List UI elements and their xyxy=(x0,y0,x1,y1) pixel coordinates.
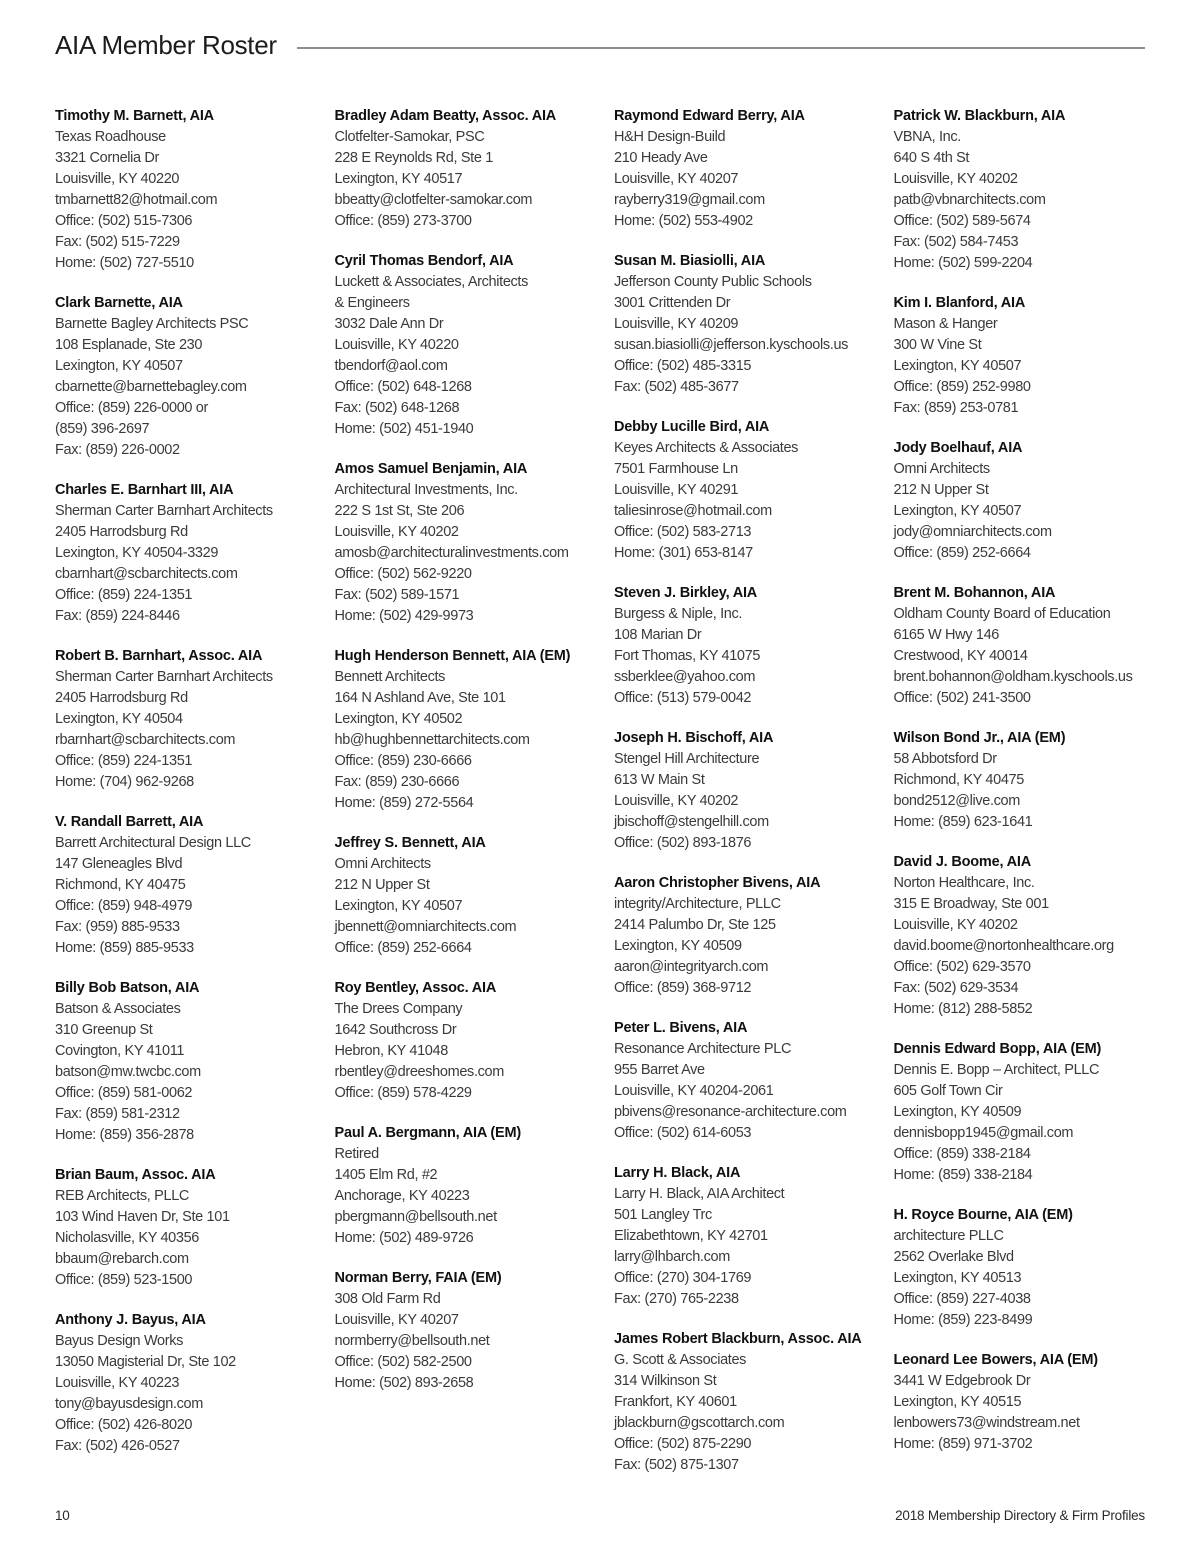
member-detail-line: Office: (859) 368-9712 xyxy=(614,980,752,996)
title-rule-line xyxy=(297,47,1145,49)
member-detail-line: jblackburn@gscottarch.com xyxy=(614,1415,785,1431)
member-detail-line: Office: (859) 224-1351 xyxy=(55,587,193,603)
member-detail-line: Anchorage, KY 40223 xyxy=(334,1188,470,1204)
member-detail-line: Office: (859) 227-4038 xyxy=(893,1291,1031,1307)
member-detail-line: 300 W Vine St xyxy=(893,337,982,353)
member-entry xyxy=(335,106,589,232)
page-footer xyxy=(55,1508,1145,1523)
member-name: Wilson Bond Jr., AIA (EM) xyxy=(893,730,1066,746)
member-detail-line: 308 Old Farm Rd xyxy=(334,1291,441,1307)
member-detail-line: 222 S 1st St, Ste 206 xyxy=(334,503,465,519)
member-detail-line: Clotfelter-Samokar, PSC xyxy=(334,129,485,145)
member-detail-line: Lexington, KY 40507 xyxy=(893,358,1022,374)
member-detail-line: Fax: (502) 426-0527 xyxy=(55,1438,180,1454)
member-detail-line: Office: (502) 426-8020 xyxy=(55,1417,193,1433)
member-detail-line: Home: (859) 971-3702 xyxy=(893,1436,1033,1452)
member-detail-line: Fax: (859) 581-2312 xyxy=(55,1106,180,1122)
member-detail-line: 228 E Reynolds Rd, Ste 1 xyxy=(334,150,493,166)
member-entry xyxy=(614,106,868,232)
member-detail-line: jody@omniarchitects.com xyxy=(893,524,1052,540)
member-name: Paul A. Bergmann, AIA (EM) xyxy=(334,1125,522,1141)
member-detail-line: Office: (502) 648-1268 xyxy=(334,379,472,395)
member-detail-line: tmbarnett82@hotmail.com xyxy=(55,192,218,208)
member-detail-line: 605 Golf Town Cir xyxy=(893,1083,1003,1099)
member-entry xyxy=(335,978,589,1104)
member-detail-line: dennisbopp1945@gmail.com xyxy=(893,1125,1074,1141)
member-detail-line: Oldham County Board of Education xyxy=(893,606,1111,622)
member-detail-line: 3032 Dale Ann Dr xyxy=(334,316,444,332)
member-detail-line: Lexington, KY 40507 xyxy=(334,898,463,914)
member-detail-line: Louisville, KY 40207 xyxy=(614,171,739,187)
member-detail-line: lenbowers73@windstream.net xyxy=(893,1415,1080,1431)
member-entry xyxy=(894,1350,1148,1455)
member-detail-line: Home: (502) 727-5510 xyxy=(55,255,194,271)
member-entry xyxy=(614,1163,868,1310)
member-name: Kim I. Blanford, AIA xyxy=(893,295,1026,311)
member-detail-line: Lexington, KY 40509 xyxy=(614,938,742,954)
member-detail-line: Home: (502) 489-9726 xyxy=(334,1230,474,1246)
member-detail-line: Office: (502) 614-6053 xyxy=(614,1125,752,1141)
member-detail-line: Office: (502) 515-7306 xyxy=(55,213,193,229)
member-detail-line: Richmond, KY 40475 xyxy=(55,877,186,893)
member-detail-line: 955 Barret Ave xyxy=(614,1062,705,1078)
member-detail-line: 147 Gleneagles Blvd xyxy=(55,856,183,872)
member-detail-line: Larry H. Black, AIA Architect xyxy=(614,1186,785,1202)
member-detail-line: bond2512@live.com xyxy=(893,793,1020,809)
member-detail-line: Fort Thomas, KY 41075 xyxy=(614,648,761,664)
member-detail-line: 108 Marian Dr xyxy=(614,627,702,643)
member-detail-line: Luckett & Associates, Architects xyxy=(334,274,529,290)
member-detail-line: 103 Wind Haven Dr, Ste 101 xyxy=(55,1209,230,1225)
member-detail-line: rbentley@dreeshomes.com xyxy=(334,1064,504,1080)
member-detail-line: Fax: (859) 253-0781 xyxy=(893,400,1019,416)
member-detail-line: Office: (502) 583-2713 xyxy=(614,524,752,540)
member-name: Steven J. Birkley, AIA xyxy=(614,585,758,601)
member-detail-line: susan.biasiolli@jefferson.kyschools.us xyxy=(614,337,849,353)
member-detail-line: Keyes Architects & Associates xyxy=(614,440,799,456)
member-detail-line: Elizabethtown, KY 42701 xyxy=(614,1228,768,1244)
member-detail-line: rbarnhart@scbarchitects.com xyxy=(55,732,236,748)
member-detail-line: Fax: (859) 224-8446 xyxy=(55,608,180,624)
member-detail-line: Sherman Carter Barnhart Architects xyxy=(55,503,273,519)
roster-column-3 xyxy=(614,106,868,1495)
member-detail-line: 501 Langley Trc xyxy=(614,1207,712,1223)
member-detail-line: taliesinrose@hotmail.com xyxy=(614,503,772,519)
member-entry xyxy=(335,1123,589,1249)
member-detail-line: pbergmann@bellsouth.net xyxy=(334,1209,497,1225)
page-number: 10 xyxy=(55,1508,70,1523)
member-detail-line: architecture PLLC xyxy=(893,1228,1004,1244)
member-detail-line: Fax: (502) 584-7453 xyxy=(893,234,1019,250)
member-entry xyxy=(894,1205,1148,1331)
member-detail-line: Home: (859) 223-8499 xyxy=(893,1312,1033,1328)
member-detail-line: rayberry319@gmail.com xyxy=(614,192,765,208)
member-entry xyxy=(55,1165,309,1291)
member-entry xyxy=(55,812,309,959)
member-detail-line: 1642 Southcross Dr xyxy=(334,1022,457,1038)
member-detail-line: Home: (301) 653-8147 xyxy=(614,545,753,561)
member-detail-line: Office: (859) 273-3700 xyxy=(334,213,472,229)
member-detail-line: Fax: (502) 648-1268 xyxy=(334,400,460,416)
member-detail-line: Lexington, KY 40504 xyxy=(55,711,183,727)
member-detail-line: Fax: (502) 515-7229 xyxy=(55,234,180,250)
member-detail-line: Office: (859) 581-0062 xyxy=(55,1085,193,1101)
member-name: H. Royce Bourne, AIA (EM) xyxy=(893,1207,1073,1223)
member-detail-line: Office: (502) 589-5674 xyxy=(893,213,1031,229)
member-detail-line: Lexington, KY 40507 xyxy=(893,503,1022,519)
member-entry xyxy=(335,251,589,440)
member-detail-line: Fax: (859) 230-6666 xyxy=(334,774,460,790)
member-entry xyxy=(335,459,589,627)
member-detail-line: bbeatty@clotfelter-samokar.com xyxy=(334,192,533,208)
member-detail-line: Office: (859) 252-9980 xyxy=(893,379,1031,395)
member-entry xyxy=(614,1018,868,1144)
member-detail-line: Louisville, KY 40202 xyxy=(614,793,739,809)
member-name: Larry H. Black, AIA xyxy=(614,1165,741,1181)
member-name: Jeffrey S. Bennett, AIA xyxy=(334,835,486,851)
member-name: Clark Barnette, AIA xyxy=(55,295,183,311)
member-detail-line: Home: (859) 272-5564 xyxy=(334,795,474,811)
member-detail-line: Bennett Architects xyxy=(334,669,446,685)
member-detail-line: 310 Greenup St xyxy=(55,1022,153,1038)
member-detail-line: Louisville, KY 40202 xyxy=(893,171,1018,187)
member-detail-line: 210 Heady Ave xyxy=(614,150,708,166)
member-name: Charles E. Barnhart III, AIA xyxy=(55,482,234,498)
member-detail-line: 314 Wilkinson St xyxy=(614,1373,717,1389)
member-detail-line: Barnette Bagley Architects PSC xyxy=(55,316,249,332)
member-detail-line: Mason & Hanger xyxy=(893,316,998,332)
member-detail-line: 58 Abbotsford Dr xyxy=(893,751,997,767)
member-detail-line: Jefferson County Public Schools xyxy=(614,274,812,290)
member-detail-line: Lexington, KY 40504-3329 xyxy=(55,545,219,561)
member-detail-line: Bayus Design Works xyxy=(55,1333,184,1349)
member-detail-line: Home: (859) 623-1641 xyxy=(893,814,1033,830)
member-detail-line: Batson & Associates xyxy=(55,1001,181,1017)
member-detail-line: Burgess & Niple, Inc. xyxy=(614,606,743,622)
member-detail-line: Fax: (859) 226-0002 xyxy=(55,442,180,458)
member-detail-line: 613 W Main St xyxy=(614,772,705,788)
member-detail-line: bbaum@rebarch.com xyxy=(55,1251,189,1267)
member-name: Dennis Edward Bopp, AIA (EM) xyxy=(893,1041,1102,1057)
member-detail-line: Nicholasville, KY 40356 xyxy=(55,1230,200,1246)
member-name: Aaron Christopher Bivens, AIA xyxy=(614,875,821,891)
member-detail-line: Office: (859) 230-6666 xyxy=(334,753,472,769)
member-detail-line: tbendorf@aol.com xyxy=(334,358,448,374)
member-detail-line: 3441 W Edgebrook Dr xyxy=(893,1373,1031,1389)
member-detail-line: 1405 Elm Rd, #2 xyxy=(334,1167,438,1183)
member-detail-line: Omni Architects xyxy=(334,856,431,872)
member-name: Roy Bentley, Assoc. AIA xyxy=(334,980,497,996)
member-entry xyxy=(894,1039,1148,1186)
member-entry xyxy=(614,1329,868,1476)
member-detail-line: Home: (502) 893-2658 xyxy=(334,1375,474,1391)
member-name: Joseph H. Bischoff, AIA xyxy=(614,730,774,746)
member-detail-line: 3321 Cornelia Dr xyxy=(55,150,160,166)
member-detail-line: Lexington, KY 40507 xyxy=(55,358,183,374)
roster-column-2 xyxy=(335,106,589,1413)
member-detail-line: Office: (270) 304-1769 xyxy=(614,1270,752,1286)
member-detail-line: Fax: (959) 885-9533 xyxy=(55,919,180,935)
member-name: Debby Lucille Bird, AIA xyxy=(614,419,770,435)
member-detail-line: 212 N Upper St xyxy=(334,877,430,893)
member-detail-line: Lexington, KY 40515 xyxy=(893,1394,1022,1410)
member-detail-line: pbivens@resonance-architecture.com xyxy=(614,1104,847,1120)
member-detail-line: Office: (859) 252-6664 xyxy=(893,545,1031,561)
member-detail-line: 2405 Harrodsburg Rd xyxy=(55,524,188,540)
member-detail-line: Fax: (502) 485-3677 xyxy=(614,379,739,395)
member-detail-line: Office: (859) 226-0000 or xyxy=(55,400,208,416)
member-detail-line: Home: (704) 962-9268 xyxy=(55,774,194,790)
member-detail-line: hb@hughbennettarchitects.com xyxy=(334,732,530,748)
member-entry xyxy=(894,852,1148,1020)
member-detail-line: Omni Architects xyxy=(893,461,990,477)
member-detail-line: Retired xyxy=(334,1146,379,1162)
member-detail-line: 2562 Overlake Blvd xyxy=(893,1249,1014,1265)
roster-column-4 xyxy=(894,106,1148,1474)
member-detail-line: Louisville, KY 40202 xyxy=(893,917,1018,933)
member-entry xyxy=(614,583,868,709)
member-name: Billy Bob Batson, AIA xyxy=(55,980,200,996)
member-detail-line: integrity/Architecture, PLLC xyxy=(614,896,781,912)
member-detail-line: cbarnhart@scbarchitects.com xyxy=(55,566,238,582)
member-detail-line: G. Scott & Associates xyxy=(614,1352,747,1368)
page-header xyxy=(55,30,1145,61)
member-detail-line: Office: (502) 893-1876 xyxy=(614,835,752,851)
roster-columns xyxy=(55,106,1147,1495)
member-detail-line: Home: (502) 599-2204 xyxy=(893,255,1033,271)
member-entry xyxy=(55,1310,309,1457)
member-name: Susan M. Biasiolli, AIA xyxy=(614,253,766,269)
member-detail-line: Norton Healthcare, Inc. xyxy=(893,875,1035,891)
member-detail-line: Office: (502) 241-3500 xyxy=(893,690,1031,706)
member-entry xyxy=(614,417,868,564)
member-detail-line: Office: (502) 875-2290 xyxy=(614,1436,752,1452)
member-detail-line: ssberklee@yahoo.com xyxy=(614,669,756,685)
member-entry xyxy=(335,1268,589,1394)
member-detail-line: 13050 Magisterial Dr, Ste 102 xyxy=(55,1354,236,1370)
member-detail-line: Frankfort, KY 40601 xyxy=(614,1394,737,1410)
member-entry xyxy=(894,728,1148,833)
member-detail-line: Office: (502) 562-9220 xyxy=(334,566,472,582)
member-name: Cyril Thomas Bendorf, AIA xyxy=(334,253,514,269)
member-detail-line: Louisville, KY 40204-2061 xyxy=(614,1083,774,1099)
member-detail-line: 315 E Broadway, Ste 001 xyxy=(893,896,1049,912)
member-detail-line: Dennis E. Bopp – Architect, PLLC xyxy=(893,1062,1100,1078)
member-entry xyxy=(614,251,868,398)
member-name: Bradley Adam Beatty, Assoc. AIA xyxy=(334,108,557,124)
member-detail-line: tony@bayusdesign.com xyxy=(55,1396,203,1412)
member-name: Norman Berry, FAIA (EM) xyxy=(334,1270,502,1286)
member-detail-line: Home: (859) 356-2878 xyxy=(55,1127,194,1143)
member-detail-line: Louisville, KY 40207 xyxy=(334,1312,459,1328)
member-name: V. Randall Barrett, AIA xyxy=(55,814,204,830)
member-name: Robert B. Barnhart, Assoc. AIA xyxy=(55,648,263,664)
member-detail-line: Lexington, KY 40513 xyxy=(893,1270,1022,1286)
member-detail-line: Architectural Investments, Inc. xyxy=(334,482,518,498)
page-title: AIA Member Roster xyxy=(55,30,277,60)
member-detail-line: Louisville, KY 40220 xyxy=(55,171,180,187)
roster-column-1 xyxy=(55,106,309,1476)
member-detail-line: Office: (859) 948-4979 xyxy=(55,898,193,914)
member-detail-line: larry@lhbarch.com xyxy=(614,1249,730,1265)
member-detail-line: Richmond, KY 40475 xyxy=(893,772,1024,788)
member-entry xyxy=(614,728,868,854)
member-detail-line: 640 S 4th St xyxy=(893,150,970,166)
member-entry xyxy=(894,438,1148,564)
member-detail-line: Home: (859) 885-9533 xyxy=(55,940,194,956)
member-detail-line: Home: (812) 288-5852 xyxy=(893,1001,1033,1017)
member-detail-line: Covington, KY 41011 xyxy=(55,1043,185,1059)
member-detail-line: Office: (502) 485-3315 xyxy=(614,358,752,374)
member-entry xyxy=(55,106,309,274)
member-detail-line: H&H Design-Build xyxy=(614,129,726,145)
member-name: David J. Boome, AIA xyxy=(893,854,1031,870)
member-name: Brent M. Bohannon, AIA xyxy=(893,585,1056,601)
member-detail-line: 3001 Crittenden Dr xyxy=(614,295,731,311)
member-detail-line: Lexington, KY 40509 xyxy=(893,1104,1022,1120)
member-detail-line: 2414 Palumbo Dr, Ste 125 xyxy=(614,917,776,933)
member-detail-line: cbarnette@barnettebagley.com xyxy=(55,379,247,395)
member-detail-line: 108 Esplanade, Ste 230 xyxy=(55,337,203,353)
member-entry xyxy=(335,833,589,959)
member-detail-line: VBNA, Inc. xyxy=(893,129,961,145)
member-detail-line: Texas Roadhouse xyxy=(55,129,166,145)
member-detail-line: Fax: (502) 589-1571 xyxy=(334,587,460,603)
member-detail-line: Home: (502) 553-4902 xyxy=(614,213,753,229)
member-name: Raymond Edward Berry, AIA xyxy=(614,108,805,124)
member-name: Amos Samuel Benjamin, AIA xyxy=(334,461,528,477)
member-detail-line: The Drees Company xyxy=(334,1001,463,1017)
member-detail-line: Resonance Architecture PLC xyxy=(614,1041,792,1057)
member-detail-line: Hebron, KY 41048 xyxy=(334,1043,448,1059)
member-detail-line: Home: (502) 451-1940 xyxy=(334,421,474,437)
member-detail-line: 7501 Farmhouse Ln xyxy=(614,461,738,477)
member-entry xyxy=(614,873,868,999)
member-detail-line: Louisville, KY 40223 xyxy=(55,1375,180,1391)
member-name: Timothy M. Barnett, AIA xyxy=(55,108,214,124)
member-detail-line: 164 N Ashland Ave, Ste 101 xyxy=(334,690,506,706)
member-name: Anthony J. Bayus, AIA xyxy=(55,1312,206,1328)
member-detail-line: david.boome@nortonhealthcare.org xyxy=(893,938,1114,954)
member-detail-line: Home: (859) 338-2184 xyxy=(893,1167,1033,1183)
member-detail-line: Louisville, KY 40220 xyxy=(334,337,459,353)
footer-directory-label: 2018 Membership Directory & Firm Profiles xyxy=(895,1508,1145,1523)
member-detail-line: Fax: (502) 875-1307 xyxy=(614,1457,739,1473)
member-entry xyxy=(55,480,309,627)
member-detail-line: 212 N Upper St xyxy=(893,482,989,498)
member-entry xyxy=(335,646,589,814)
member-detail-line: REB Architects, PLLC xyxy=(55,1188,190,1204)
member-entry xyxy=(894,106,1148,274)
member-detail-line: Home: (502) 429-9973 xyxy=(334,608,474,624)
member-detail-line: Stengel Hill Architecture xyxy=(614,751,760,767)
member-name: Brian Baum, Assoc. AIA xyxy=(55,1167,216,1183)
member-detail-line: & Engineers xyxy=(334,295,410,311)
member-detail-line: Lexington, KY 40502 xyxy=(334,711,463,727)
member-detail-line: Office: (859) 578-4229 xyxy=(334,1085,472,1101)
member-detail-line: batson@mw.twcbc.com xyxy=(55,1064,201,1080)
member-detail-line: Fax: (502) 629-3534 xyxy=(893,980,1019,996)
member-detail-line: Sherman Carter Barnhart Architects xyxy=(55,669,273,685)
member-entry xyxy=(55,293,309,461)
member-detail-line: Office: (502) 629-3570 xyxy=(893,959,1031,975)
member-detail-line: patb@vbnarchitects.com xyxy=(893,192,1046,208)
member-detail-line: jbischoff@stengelhill.com xyxy=(614,814,769,830)
member-detail-line: Office: (502) 582-2500 xyxy=(334,1354,472,1370)
member-detail-line: (859) 396-2697 xyxy=(55,421,150,437)
member-detail-line: Office: (859) 252-6664 xyxy=(334,940,472,956)
member-entry xyxy=(55,646,309,793)
member-detail-line: Louisville, KY 40202 xyxy=(334,524,459,540)
member-detail-line: jbennett@omniarchitects.com xyxy=(334,919,517,935)
member-detail-line: Office: (513) 579-0042 xyxy=(614,690,752,706)
member-name: Patrick W. Blackburn, AIA xyxy=(893,108,1066,124)
member-detail-line: Crestwood, KY 40014 xyxy=(893,648,1028,664)
member-name: Peter L. Bivens, AIA xyxy=(614,1020,748,1036)
member-detail-line: Office: (859) 224-1351 xyxy=(55,753,193,769)
member-detail-line: Fax: (270) 765-2238 xyxy=(614,1291,739,1307)
member-detail-line: 2405 Harrodsburg Rd xyxy=(55,690,188,706)
member-detail-line: amosb@architecturalinvestments.com xyxy=(334,545,569,561)
member-detail-line: Office: (859) 523-1500 xyxy=(55,1272,193,1288)
member-entry xyxy=(55,978,309,1146)
member-detail-line: Louisville, KY 40209 xyxy=(614,316,739,332)
member-name: James Robert Blackburn, Assoc. AIA xyxy=(614,1331,862,1347)
member-detail-line: Lexington, KY 40517 xyxy=(334,171,463,187)
member-detail-line: 6165 W Hwy 146 xyxy=(893,627,1000,643)
member-entry xyxy=(894,293,1148,419)
member-detail-line: normberry@bellsouth.net xyxy=(334,1333,490,1349)
member-name: Hugh Henderson Bennett, AIA (EM) xyxy=(334,648,571,664)
member-detail-line: aaron@integrityarch.com xyxy=(614,959,769,975)
member-detail-line: brent.bohannon@oldham.kyschools.us xyxy=(893,669,1133,685)
member-entry xyxy=(894,583,1148,709)
member-name: Jody Boelhauf, AIA xyxy=(893,440,1023,456)
member-detail-line: Office: (859) 338-2184 xyxy=(893,1146,1031,1162)
member-name: Leonard Lee Bowers, AIA (EM) xyxy=(893,1352,1098,1368)
member-detail-line: Louisville, KY 40291 xyxy=(614,482,739,498)
member-detail-line: Barrett Architectural Design LLC xyxy=(55,835,251,851)
